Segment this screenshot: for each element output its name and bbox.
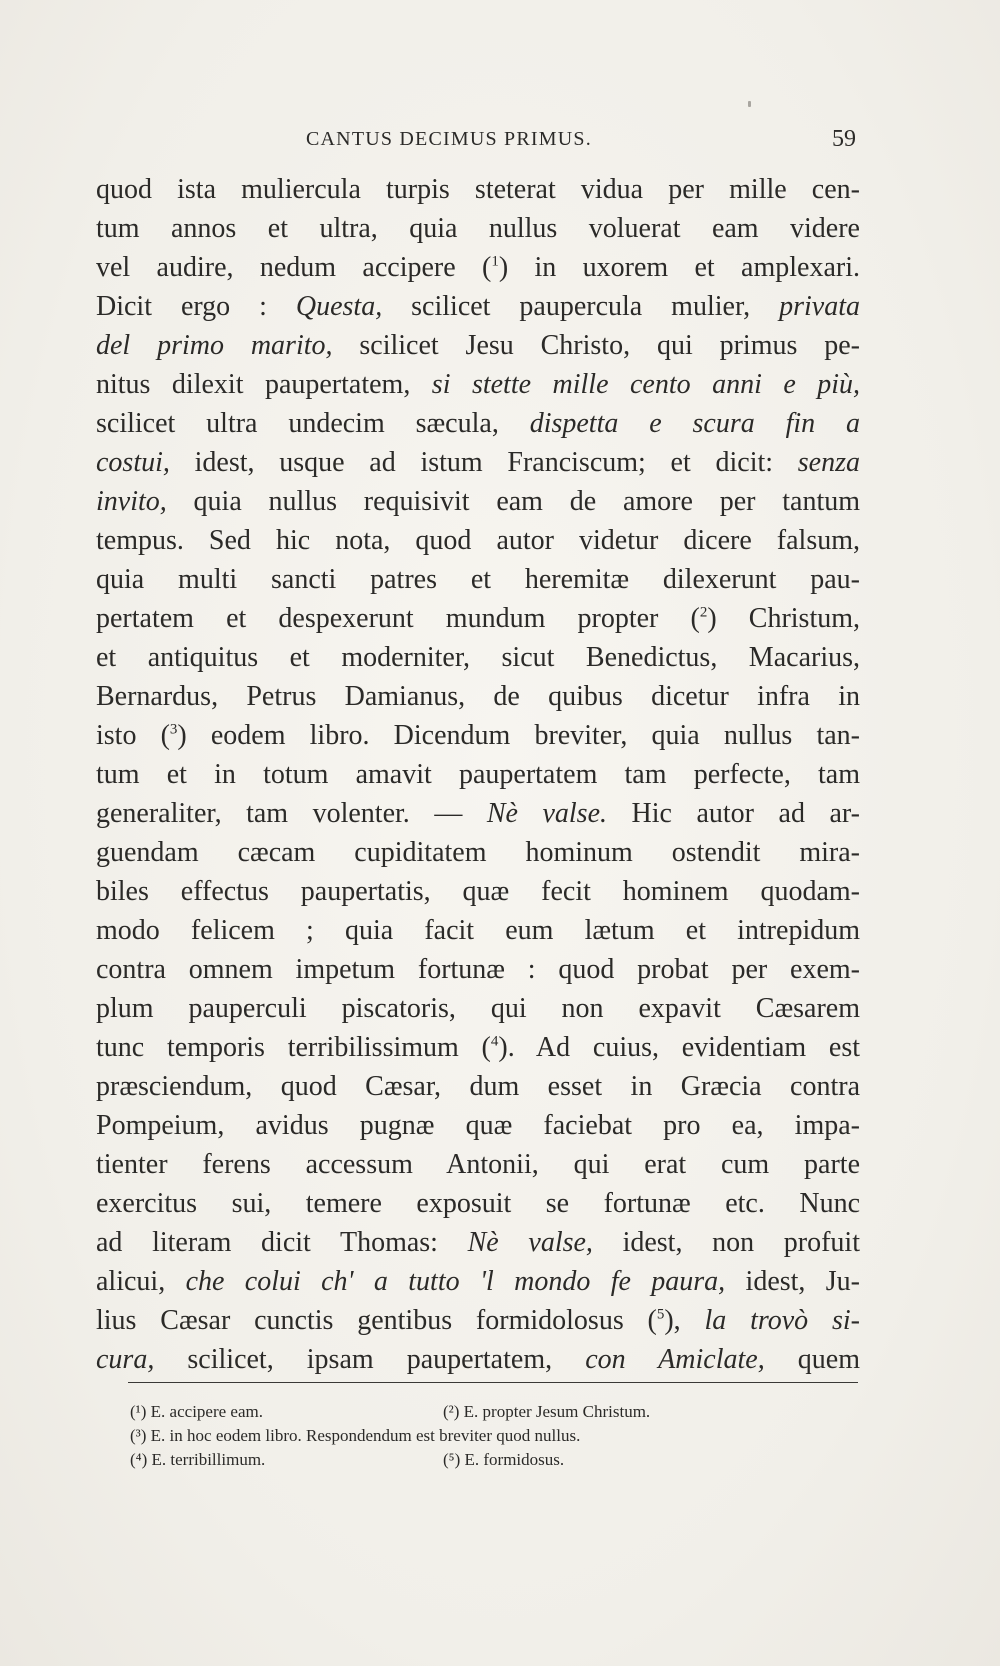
text-segment: tempus. Sed hic nota, quod autor videtur dicere falsum, <box>96 525 860 556</box>
body-line <box>96 170 860 209</box>
text-segment: ), <box>664 1305 705 1336</box>
text-segment: tum et in totum amavit paupertatem tam perfecte, tam <box>96 759 860 790</box>
italic-text: dispetta e scura fin a <box>529 408 860 439</box>
text-segment: quem <box>764 1344 860 1375</box>
text-segment: quia multi sancti patres et heremitæ dilexerunt pau- <box>96 564 860 595</box>
body-line <box>96 716 860 755</box>
footnotes <box>130 1400 850 1472</box>
text-segment: et antiquitus et moderniter, sicut Benedictus, Macarius, <box>96 642 860 673</box>
text-segment: idest, usque ad istum Franciscum; et dicit: <box>169 447 798 478</box>
footnote-row <box>130 1400 850 1424</box>
text-segment: isto ( <box>96 720 170 751</box>
text-segment: nitus dilexit paupertatem, <box>96 369 432 400</box>
footnote-row <box>130 1448 850 1472</box>
text-segment: scilicet ultra undecim sæcula, <box>96 408 530 439</box>
italic-text: invito, <box>96 486 167 517</box>
footnote-ref: 4 <box>490 1033 499 1050</box>
body-line <box>96 443 860 482</box>
body-line <box>96 1262 860 1301</box>
body-line <box>96 794 860 833</box>
paper-speck <box>748 101 751 107</box>
body-line <box>96 560 860 599</box>
italic-text: cura, <box>96 1344 155 1375</box>
text-segment: idest, Ju- <box>725 1266 860 1297</box>
text-segment: tienter ferens accessum Antonii, qui erat cum parte <box>96 1149 860 1180</box>
body-line <box>96 1145 860 1184</box>
body-line <box>96 911 860 950</box>
italic-text: del primo marito, <box>96 330 333 361</box>
footnote-text: (⁵) E. formidosus. <box>443 1450 565 1469</box>
text-segment: scilicet paupercula mulier, <box>382 291 780 322</box>
body-line <box>96 248 860 287</box>
footnote-ref: 3 <box>169 721 178 738</box>
text-segment: contra omnem impetum fortunæ : quod probat per exem- <box>96 954 860 985</box>
body-line <box>96 1223 860 1262</box>
footnote-ref: 1 <box>491 253 499 270</box>
text-segment: Bernardus, Petrus Damianus, de quibus dicetur infra in <box>96 681 860 712</box>
footnote-ref: 5 <box>656 1306 665 1323</box>
italic-text: costui, <box>96 447 170 478</box>
text-segment: scilicet Jesu Christo, qui primus pe- <box>332 330 860 361</box>
italic-text: senza <box>797 447 860 478</box>
page-number: 59 <box>832 126 856 152</box>
body-line <box>96 521 860 560</box>
text-segment: ad literam dicit Thomas: <box>96 1227 468 1258</box>
body-line <box>96 365 860 404</box>
body-line <box>96 287 860 326</box>
body-line <box>96 599 860 638</box>
text-segment: scilicet, ipsam paupertatem, <box>154 1344 586 1375</box>
text-segment: vel audire, nedum accipere ( <box>96 252 492 283</box>
italic-text: con Amiclate, <box>585 1344 765 1375</box>
body-line <box>96 677 860 716</box>
body-line <box>96 638 860 677</box>
italic-text: si stette mille cento anni e più, <box>431 369 860 400</box>
body-line <box>96 1301 860 1340</box>
text-segment: tum annos et ultra, quia nullus voluerat eam videre <box>96 213 860 244</box>
text-segment: plum pauperculi piscatoris, qui non expavit Cæsarem <box>96 993 860 1024</box>
body-line <box>96 482 860 521</box>
italic-text: Nè valse, <box>467 1227 593 1258</box>
body-line <box>96 1184 860 1223</box>
text-segment: modo felicem ; quia facit eum lætum et intrepidum <box>96 915 860 946</box>
body-line <box>96 989 860 1028</box>
text-segment: ). Ad cuius, evidentiam est <box>498 1032 860 1063</box>
text-segment: quod ista muliercula turpis steterat vidua per mille cen- <box>96 174 860 205</box>
text-segment: generaliter, tam volenter. — <box>96 798 487 829</box>
footnote-rule <box>128 1382 858 1383</box>
italic-text: privata <box>779 291 860 322</box>
body-line <box>96 1340 860 1379</box>
italic-text: Questa, <box>295 291 383 322</box>
italic-text: la trovò si- <box>704 1305 860 1336</box>
text-segment: ) in uxorem et amplexari. <box>498 252 860 283</box>
italic-text: che colui ch' a tutto 'l mondo fe paura, <box>185 1266 726 1297</box>
footnote-text: (³) E. in hoc eodem libro. Respondendum est breviter quod nullus. <box>130 1426 581 1445</box>
footnote-text: (⁴) E. terribillimum. <box>130 1450 266 1469</box>
text-segment: guendam cæcam cupiditatem hominum ostendit mira- <box>96 837 860 868</box>
text-segment: idest, non profuit <box>592 1227 860 1258</box>
text-segment: alicui, <box>96 1266 186 1297</box>
text-segment: Pompeium, avidus pugnæ quæ faciebat pro ea, impa- <box>96 1110 860 1141</box>
text-segment: biles effectus paupertatis, quæ fecit hominem quodam- <box>96 876 860 907</box>
footnote-row <box>130 1424 850 1448</box>
text-segment: quia nullus requisivit eam de amore per tantum <box>166 486 860 517</box>
body-line <box>96 404 860 443</box>
text-segment: Hic autor ad ar- <box>607 798 860 829</box>
text-segment: ) eodem libro. Dicendum breviter, quia nullus tan- <box>177 720 860 751</box>
running-head <box>96 128 856 158</box>
footnote-text: (²) E. propter Jesum Christum. <box>443 1402 651 1421</box>
body-line <box>96 1028 860 1067</box>
text-segment: pertatem et despexerunt mundum propter ( <box>96 603 700 634</box>
text-segment: ) Christum, <box>707 603 860 634</box>
footnote-ref: 2 <box>699 604 708 621</box>
body-line <box>96 1106 860 1145</box>
body-line <box>96 326 860 365</box>
text-segment: præsciendum, quod Cæsar, dum esset in Græcia contra <box>96 1071 860 1102</box>
running-title: CANTUS DECIMUS PRIMUS. <box>306 128 592 150</box>
text-segment: exercitus sui, temere exposuit se fortunæ etc. Nunc <box>96 1188 860 1219</box>
body-line <box>96 833 860 872</box>
body-line <box>96 209 860 248</box>
text-segment: tunc temporis terribilissimum ( <box>96 1032 491 1063</box>
body-line <box>96 950 860 989</box>
body-text <box>96 170 860 1379</box>
body-line <box>96 755 860 794</box>
italic-text: Nè valse. <box>486 798 607 829</box>
text-segment: lius Cæsar cunctis gentibus formidolosus ( <box>96 1305 657 1336</box>
footnote-text: (¹) E. accipere eam. <box>130 1402 263 1421</box>
body-line <box>96 1067 860 1106</box>
body-line <box>96 872 860 911</box>
text-segment: Dicit ergo : <box>96 291 296 322</box>
